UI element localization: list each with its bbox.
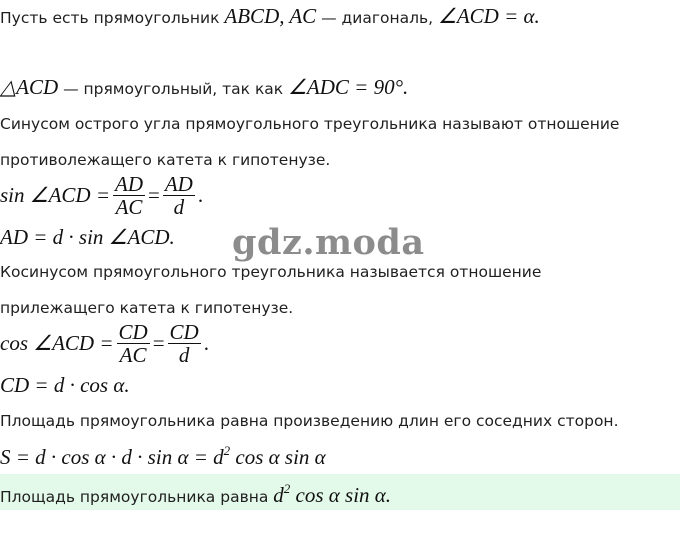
math: ∠ACD = α. [438,4,540,28]
equals-sign: = [152,331,165,355]
math: cos α sin α. [290,483,392,507]
denominator: AC [119,343,147,367]
numerator: AD [115,172,144,196]
cosine-definition-line-1: Косинусом прямоугольного треугольника называется отношение [0,263,542,281]
denominator: AC [115,195,143,219]
sine-definition-line-1: Синусом острого угла прямоугольного треугольника называют отношение [0,115,620,133]
formula-lhs: sin ∠ACD = [0,183,111,207]
line-1 [0,4,540,29]
formula-lhs: cos ∠ACD = [0,331,114,355]
period: . [203,331,209,355]
math: cos α sin α [230,445,326,469]
text: Пусть есть прямоугольник [0,9,225,27]
area-formula [0,443,326,470]
text: — прямоугольный, так как [58,80,289,98]
cosine-definition-line-2: прилежащего катета к гипотенузе. [0,299,294,317]
math: ABCD, AC [224,4,317,28]
area-statement: Площадь прямоугольника равна произведению длин его соседних сторон. [0,412,619,430]
numerator: CD [118,320,148,344]
math: ∠ADC = 90°. [288,75,409,99]
exponent: 2 [283,481,291,496]
denominator: d [173,195,185,219]
period: . [197,183,204,207]
text: Площадь прямоугольника равна [0,488,274,506]
answer-line [0,481,391,508]
sine-formula [0,173,203,218]
math: S = d · cos α · d · sin α = d [0,445,224,469]
denominator: d [178,343,190,367]
watermark: gdz.moda [232,222,425,263]
math: d [273,483,284,507]
fraction [113,173,145,218]
numerator: CD [169,320,199,344]
fraction [168,321,201,366]
cd-formula: CD = d · cos α. [0,373,130,397]
fraction [163,173,195,218]
line-2 [0,75,408,100]
math: △ACD [0,75,59,99]
cosine-formula [0,321,209,366]
equals-sign: = [148,183,160,207]
numerator: AD [164,172,193,196]
fraction [117,321,150,366]
exponent: 2 [223,443,231,458]
sine-definition-line-2: противолежащего катета к гипотенузе. [0,151,331,169]
text: — диагональ, [316,9,439,27]
ad-formula: AD = d · sin ∠ACD. [0,225,175,249]
